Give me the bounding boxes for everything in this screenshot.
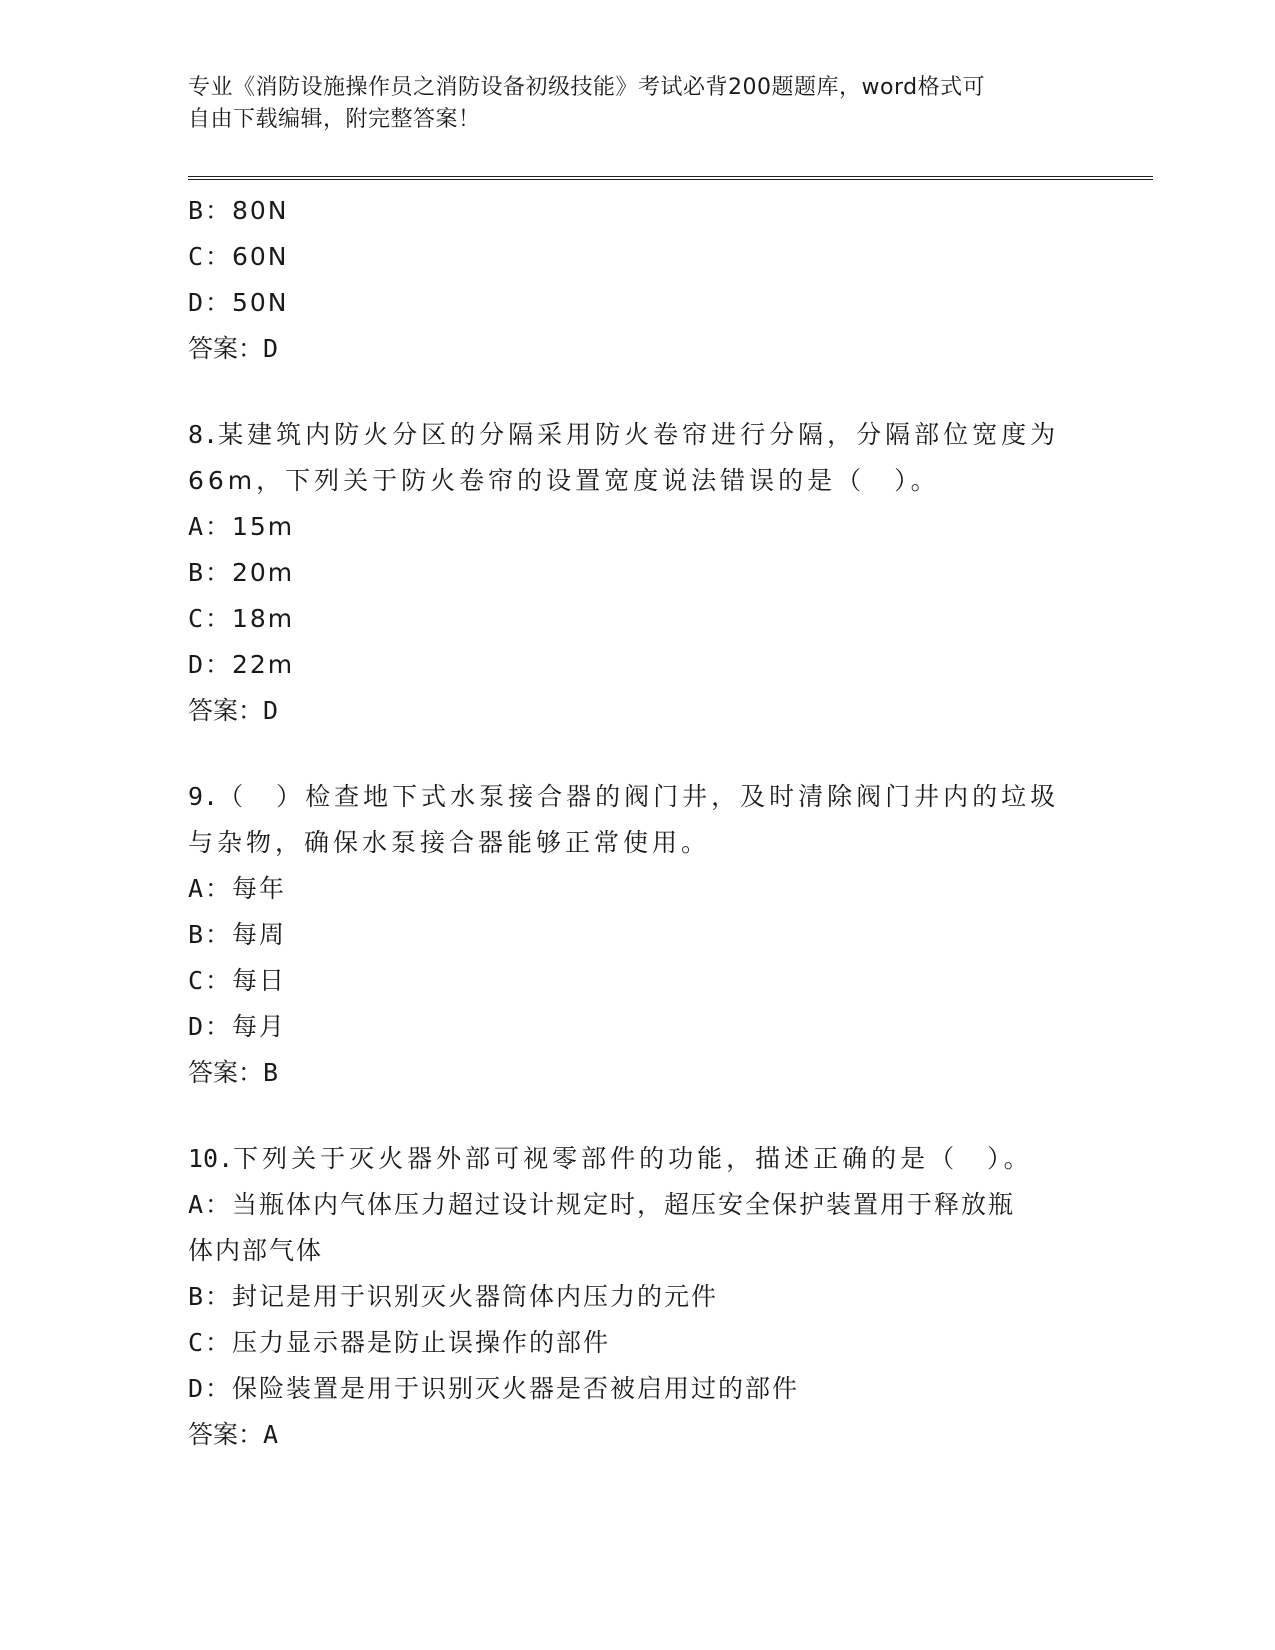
answer-value: D [263,334,279,363]
option-text: 15m [232,512,295,541]
option-d [188,1004,1088,1050]
question-text-line-1: （ ）检查地下式水泵接合器的阀门井，及时清除阀门井内的垃圾 [218,782,1060,811]
option-c [188,596,1088,642]
option-text: 保险装置是用于识别灭火器是否被启用过的部件 [232,1374,800,1403]
option-letter: B： [188,558,233,587]
header-title-line-2: 自由下载编辑，附完整答案！ [188,107,481,132]
answer-label: 答案： [188,696,264,725]
question-number: 9. [188,782,219,811]
option-letter: B： [188,1282,233,1311]
question-text-line-2: 66m，下列关于防火卷帘的设置宽度说法错误的是（ ）。 [188,466,940,495]
question-7-tail [188,188,1088,372]
question-9 [188,774,1088,1096]
option-letter: A： [188,1190,233,1219]
option-b [188,1274,1088,1320]
header-divider [188,176,1153,180]
answer-value: D [263,696,279,725]
option-text: 20m [232,558,295,587]
option-text: 封记是用于识别灭火器筒体内压力的元件 [232,1282,719,1311]
answer-label: 答案： [188,334,264,363]
option-text: 80N [232,196,289,225]
option-letter: D： [188,288,233,317]
answer-line [188,688,1088,734]
option-letter: D： [188,1012,233,1041]
option-text: 每月 [232,1012,287,1041]
question-number: 10. [188,1144,234,1173]
option-a [188,1182,1088,1228]
option-c [188,1320,1088,1366]
option-b [188,188,1088,234]
option-b [188,550,1088,596]
option-text: 每年 [232,874,287,903]
question-8 [188,412,1088,734]
header-title-line-1: 专业《消防设施操作员之消防设备初级技能》考试必背200题题库，word格式可 [188,75,986,100]
option-letter: A： [188,874,233,903]
option-a [188,866,1088,912]
option-b [188,912,1088,958]
question-text-line-1: 下列关于灭火器外部可视零部件的功能，描述正确的是（ ）。 [233,1144,1033,1173]
option-letter: A： [188,512,233,541]
option-text: 每日 [232,966,287,995]
answer-line [188,1412,1088,1458]
answer-label: 答案： [188,1058,264,1087]
option-text: 60N [232,242,289,271]
option-letter: C： [188,242,233,271]
question-number: 8. [188,420,219,449]
option-letter: B： [188,920,233,949]
option-d [188,642,1088,688]
option-d [188,1366,1088,1412]
option-d [188,280,1088,326]
option-text: 当瓶体内气体压力超过设计规定时，超压安全保护装置用于释放瓶 [232,1190,1016,1219]
option-letter: C： [188,1328,233,1357]
option-letter: D： [188,1374,233,1403]
option-text: 每周 [232,920,287,949]
option-text: 50N [232,288,289,317]
question-text-line-2: 与杂物，确保水泵接合器能够正常使用。 [188,828,711,857]
option-c [188,234,1088,280]
option-letter: B： [188,196,233,225]
option-letter: D： [188,650,233,679]
question-10 [188,1136,1088,1458]
option-letter: C： [188,604,233,633]
option-a [188,504,1088,550]
question-stem [188,1136,1088,1182]
option-text: 18m [232,604,295,633]
option-a-continuation: 体内部气体 [188,1236,324,1265]
answer-value: A [263,1420,279,1449]
option-text: 压力显示器是防止误操作的部件 [232,1328,611,1357]
option-c [188,958,1088,1004]
option-text: 22m [232,650,295,679]
answer-line [188,326,1088,372]
answer-value: B [263,1058,279,1087]
question-stem [188,774,1088,820]
answer-line [188,1050,1088,1096]
question-text-line-1: 某建筑内防火分区的分隔采用防火卷帘进行分隔，分隔部位宽度为 [218,420,1060,449]
option-letter: C： [188,966,233,995]
question-stem [188,412,1088,458]
answer-label: 答案： [188,1420,264,1449]
document-header [188,72,1088,136]
question-list [188,188,1088,1458]
